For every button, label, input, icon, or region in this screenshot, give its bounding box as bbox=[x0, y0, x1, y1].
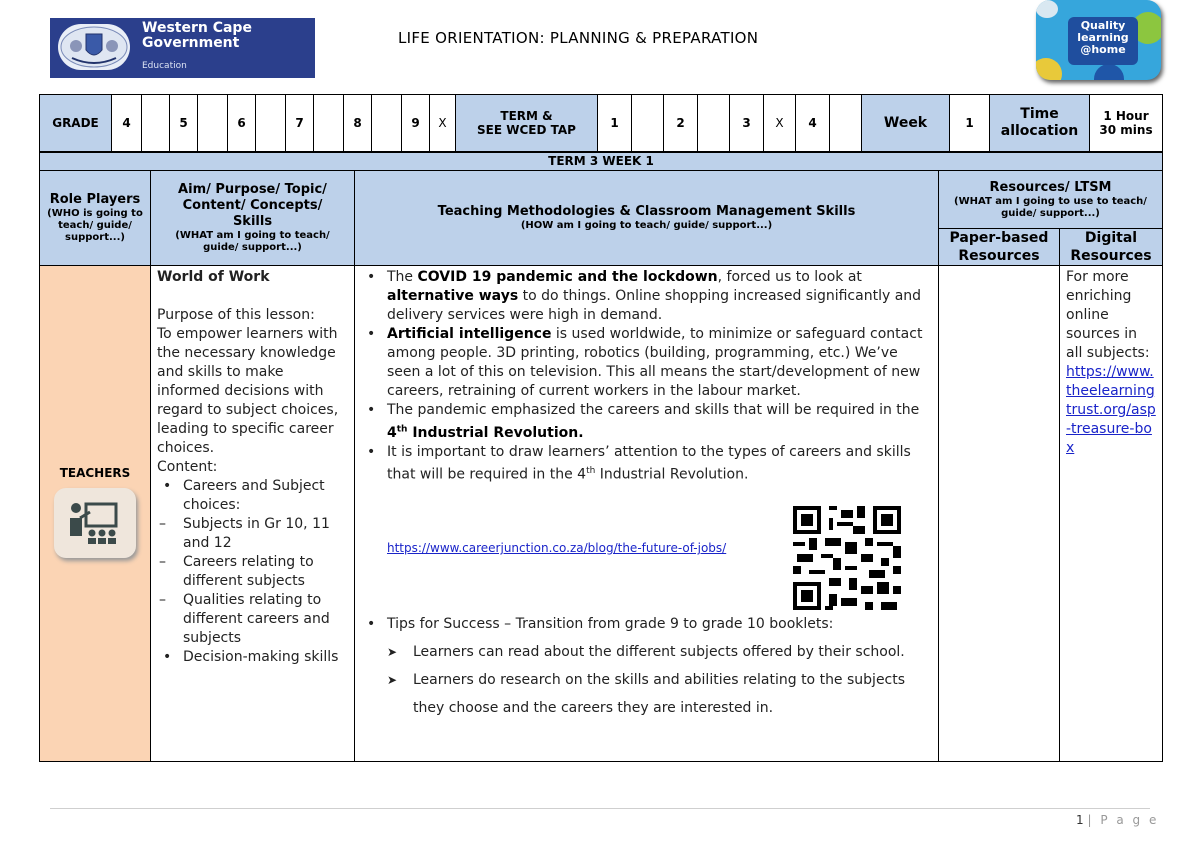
grade-9-mark: X bbox=[430, 95, 456, 152]
term-3: 3 bbox=[730, 95, 764, 152]
grade-8-mark bbox=[372, 95, 402, 152]
content-label: Content: bbox=[157, 459, 218, 475]
term-label bbox=[456, 95, 598, 152]
logo-line-2: Government bbox=[142, 35, 240, 51]
logo-line-1: Western Cape bbox=[142, 20, 252, 36]
term-label-line-1: TERM & bbox=[500, 109, 553, 123]
page-number bbox=[1076, 813, 1159, 827]
aim-title: Aim/ Purpose/ Topic/ Content/ Concepts/ Skills bbox=[178, 182, 327, 229]
digital-resources-cell bbox=[1060, 266, 1163, 762]
resources-header bbox=[939, 171, 1163, 229]
grade-9: 9 bbox=[402, 95, 430, 152]
term-week-heading: TERM 3 WEEK 1 bbox=[40, 153, 1163, 171]
coat-of-arms-icon bbox=[58, 24, 130, 70]
time-allocation-label bbox=[990, 95, 1090, 152]
term-3-mark: X bbox=[764, 95, 796, 152]
week-label: Week bbox=[862, 95, 950, 152]
time-value-line-2: 30 mins bbox=[1099, 123, 1153, 137]
grade-7-mark bbox=[314, 95, 344, 152]
digital-resources-title: Digital Resources bbox=[1070, 230, 1152, 264]
methodology-list bbox=[363, 268, 932, 484]
grade-6-mark bbox=[256, 95, 286, 152]
resources-subtitle: (WHAT am I going to use to teach/ guide/ support...) bbox=[954, 195, 1147, 219]
term-2: 2 bbox=[664, 95, 698, 152]
grade-4: 4 bbox=[112, 95, 142, 152]
time-value-line-1: 1 Hour bbox=[1103, 109, 1149, 123]
paper-resources-cell bbox=[939, 266, 1060, 762]
term-2-mark bbox=[698, 95, 730, 152]
grade-label: GRADE bbox=[40, 95, 112, 152]
arrow-item: ➤ Learners can read about the different subjects offered by their school. bbox=[413, 638, 932, 666]
methodology-item-attention: • It is important to draw learners’ attention to the types of careers and skills that will be required in the 4th Industrial Revolution. bbox=[387, 443, 932, 485]
page-number-value: 1 bbox=[1076, 813, 1084, 827]
aim-content-cell bbox=[151, 266, 355, 762]
methodology-title: Teaching Methodologies & Classroom Management Skills bbox=[437, 204, 856, 219]
methodology-header bbox=[355, 171, 939, 266]
role-players-title: Role Players bbox=[49, 192, 141, 207]
term-1: 1 bbox=[598, 95, 632, 152]
badge-line-2: learning bbox=[1077, 31, 1129, 44]
badge-line-3: @home bbox=[1080, 43, 1126, 56]
grade-6: 6 bbox=[228, 95, 256, 152]
role-teachers-cell bbox=[40, 266, 151, 762]
methodology-item-pandemic: • The pandemic emphasized the careers and skills that will be required in the 4th Industrial Revolution. bbox=[387, 401, 932, 443]
paper-resources-title: Paper-based Resources bbox=[949, 230, 1049, 264]
grade-term-row bbox=[39, 94, 1163, 152]
methodology-item-tips: • Tips for Success – Transition from grade 9 to grade 10 booklets: bbox=[387, 615, 932, 634]
lesson-plan-table bbox=[39, 152, 1163, 762]
paper-resources-header bbox=[939, 229, 1060, 266]
resources-title: Resources/ LTSM bbox=[989, 179, 1112, 195]
role-players-subtitle: (WHO is going to teach/ guide/ support...) bbox=[47, 208, 143, 243]
arrow-list bbox=[363, 638, 932, 722]
digital-resources-header bbox=[1060, 229, 1163, 266]
term-label-line-2: SEE WCED TAP bbox=[477, 123, 576, 137]
time-label-line-1: Time bbox=[1020, 106, 1059, 122]
content-item: – Careers relating to different subjects bbox=[183, 553, 348, 591]
logo-dept: Education bbox=[142, 61, 187, 71]
document-title: LIFE ORIENTATION: PLANNING & PREPARATION bbox=[398, 29, 759, 47]
content-item: • Decision-making skills bbox=[183, 648, 348, 667]
grade-7: 7 bbox=[286, 95, 314, 152]
teacher-classroom-icon bbox=[54, 488, 136, 558]
content-item: • Careers and Subject choices: bbox=[183, 477, 348, 515]
time-allocation-value bbox=[1090, 95, 1163, 152]
grade-5-mark bbox=[198, 95, 228, 152]
wc-government-logo bbox=[50, 18, 315, 78]
term-1-mark bbox=[632, 95, 664, 152]
arrow-item: ➤ Learners do research on the skills and abilities relating to the subjects they choose and the careers they are interested in. bbox=[413, 666, 932, 722]
qr-code-icon bbox=[789, 502, 905, 614]
grade-8: 8 bbox=[344, 95, 372, 152]
content-item: – Qualities relating to different careers and subjects bbox=[183, 591, 348, 648]
role-players-header bbox=[40, 171, 151, 266]
topic-title: World of Work bbox=[157, 269, 270, 285]
digital-text: For more enriching online sources in all subjects: bbox=[1066, 269, 1150, 361]
methodology-item-covid: • The COVID 19 pandemic and the lockdown, forced us to look at alternative ways to do things. Online shopping increased significantly and delivery services were high in demand. bbox=[387, 268, 932, 325]
asp-treasure-box-link[interactable]: https://www.theelearningtrust.org/asp-treasure-box bbox=[1066, 364, 1156, 456]
grade-5: 5 bbox=[170, 95, 198, 152]
methodology-item-ai: • Artificial intelligence is used worldwide, to minimize or safeguard contact among people. 3D printing, robotics (building, programming, etc.) We’ve seen a lot of this on television. This all means the start/development of new careers, retraining of current workers in the labour market. bbox=[387, 325, 932, 401]
role-teachers-label: TEACHERS bbox=[59, 465, 131, 480]
page-word: | P a g e bbox=[1087, 813, 1159, 827]
methodology-cell bbox=[355, 266, 939, 762]
link-row bbox=[363, 490, 932, 615]
logo-title bbox=[142, 21, 252, 51]
content-list bbox=[157, 477, 348, 667]
methodology-subtitle: (HOW am I going to teach/ guide/ support...) bbox=[520, 220, 773, 231]
week-value: 1 bbox=[950, 95, 990, 152]
quality-learning-home-logo bbox=[1036, 0, 1161, 80]
badge-line-1: Quality bbox=[1080, 19, 1126, 32]
term-4-mark bbox=[830, 95, 862, 152]
careerjunction-link[interactable]: https://www.careerjunction.co.za/blog/the-future-of-jobs/ bbox=[387, 541, 727, 556]
aim-subtitle: (WHAT am I going to teach/ guide/ support...) bbox=[175, 230, 330, 253]
purpose-text: To empower learners with the necessary knowledge and skills to make informed decisions with regard to subject choices, leading to specific career choices. bbox=[157, 326, 339, 456]
grade-4-mark bbox=[142, 95, 170, 152]
time-label-line-2: allocation bbox=[1000, 123, 1079, 139]
footer-divider bbox=[50, 808, 1150, 809]
content-item: – Subjects in Gr 10, 11 and 12 bbox=[183, 515, 348, 553]
aim-header bbox=[151, 171, 355, 266]
term-4: 4 bbox=[796, 95, 830, 152]
tips-list bbox=[363, 615, 932, 634]
purpose-label: Purpose of this lesson: bbox=[157, 307, 315, 323]
